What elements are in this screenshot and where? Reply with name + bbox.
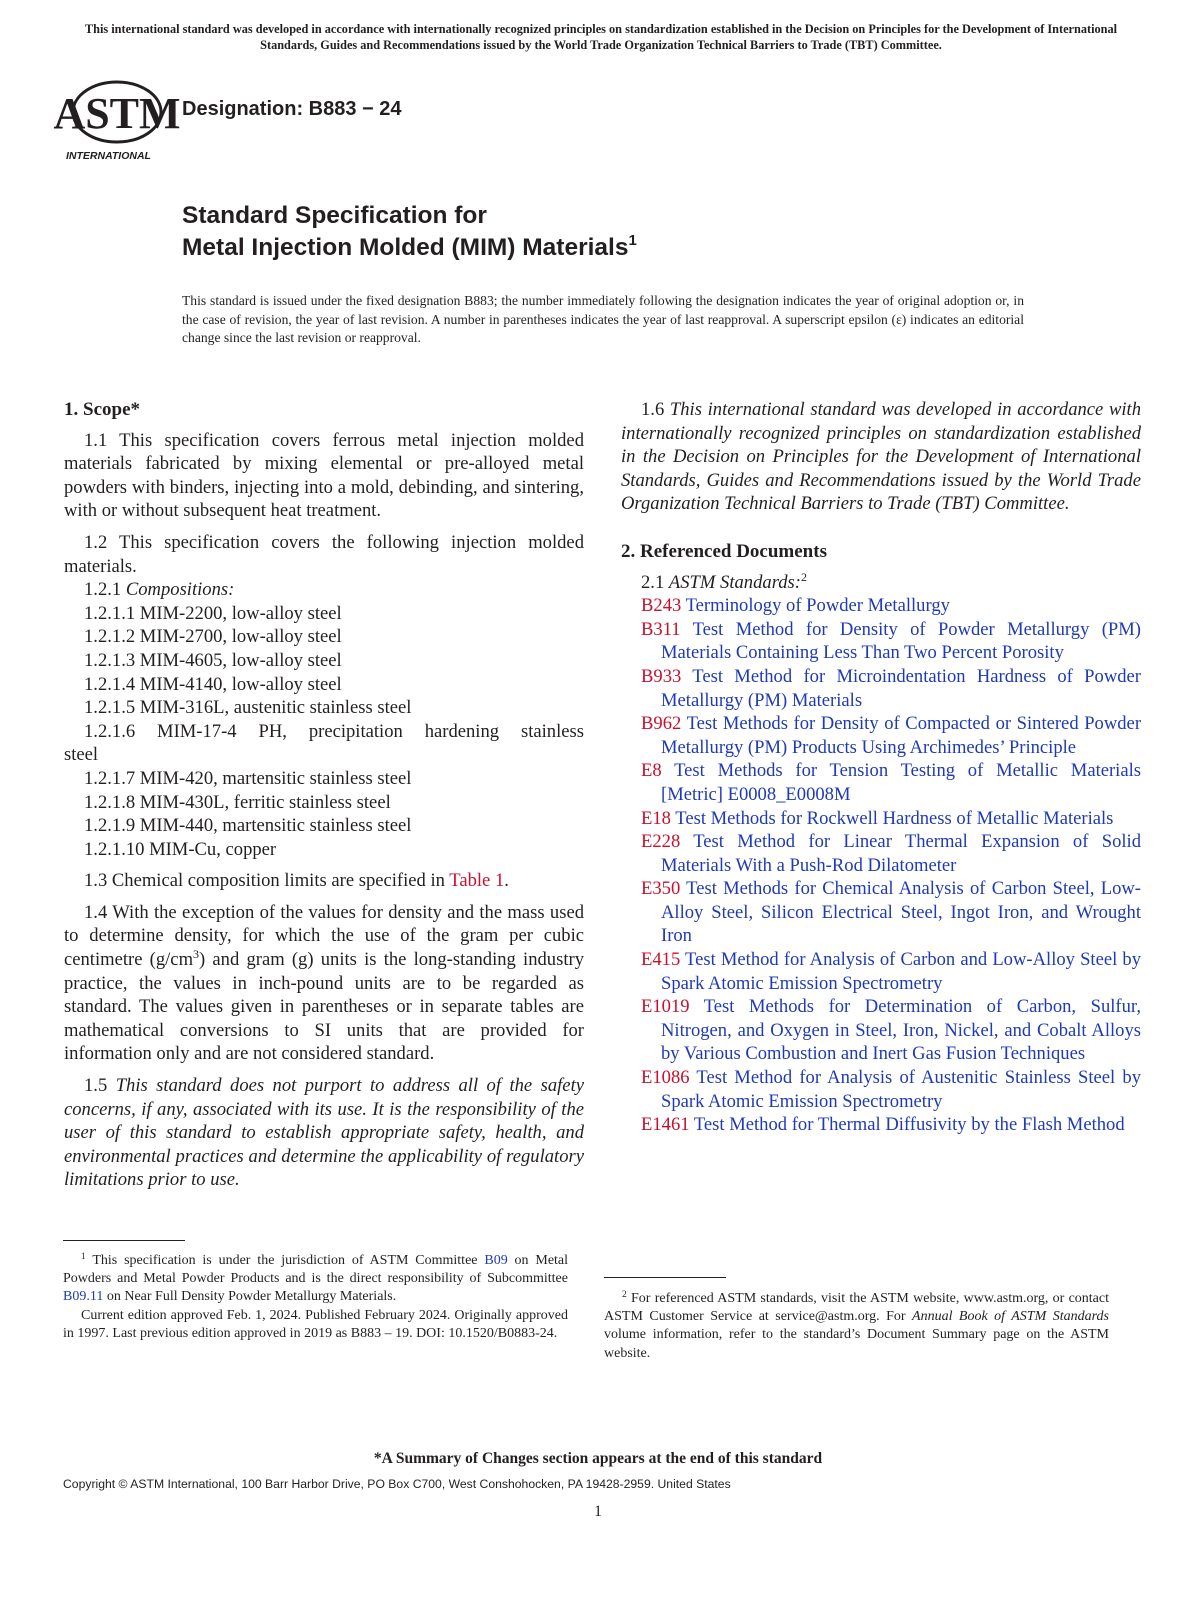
reference-title-link[interactable]: Test Method for Linear Thermal Expansion of Solid Materials With a Push-Rod Dilatometer	[661, 831, 1141, 876]
composition-item: 1.2.1.3 MIM-4605, low-alloy steel	[84, 649, 342, 671]
reference-list	[621, 594, 1141, 1137]
composition-item: 1.2.1.10 MIM-Cu, copper	[84, 838, 277, 860]
title-footnote-marker: 1	[628, 232, 637, 249]
composition-item: 1.2.1.8 MIM-430L, ferritic stainless steel	[84, 791, 391, 813]
reference-item	[621, 759, 1141, 806]
para-2-1: 2.1 ASTM Standards:$^2$	[641, 569, 807, 593]
composition-item: 1.2.1.9 MIM-440, martensitic stainless steel	[84, 815, 412, 837]
reference-title-link[interactable]: Test Methods for Rockwell Hardness of Metallic Materials	[675, 807, 1114, 829]
para-1-5: 1.5 This standard does not purport to address all of the safety concerns, if any, associated with its use. It is the responsibility of the user of this standard to establish appropriate safety, health, and environmental practices and determine the applicability of regulatory limitations prior to use.	[64, 1075, 584, 1191]
svg-text:INTERNATIONAL: INTERNATIONAL	[66, 150, 151, 162]
composition-item-wrap: steel	[64, 744, 99, 766]
left-column	[64, 398, 584, 1200]
reference-title-link[interactable]: Test Methods for Determination of Carbon, Sulfur, Nitrogen, and Oxygen in Steel, Iron, Nickel, and Cobalt Alloys by Various Combustion and Inert Gas Fusion Techniques	[661, 996, 1141, 1065]
composition-item: 1.2.1.5 MIM-316L, austenitic stainless steel	[84, 697, 412, 719]
reference-code-link[interactable]: E350	[641, 878, 681, 900]
footnote-2: $^2$ For referenced ASTM standards, visit the ASTM website, www.astm.org, or contact ASTM Customer Service at service@astm.org. For Annual Book of ASTM Standards volume information, refer to the standard’s Document Summary page on the ASTM website.	[604, 1290, 1109, 1361]
reference-item	[621, 712, 1141, 759]
title-line-2: Metal Injection Molded (MIM) Materials$^1$	[182, 232, 637, 261]
reference-title-link[interactable]: Test Methods for Tension Testing of Metallic Materials [Metric] E0008_E0008M	[661, 760, 1142, 805]
reference-item	[621, 618, 1141, 665]
document-title	[182, 200, 637, 264]
composition-item: 1.2.1.2 MIM-2700, low-alloy steel	[84, 626, 342, 648]
reference-title-link[interactable]: Test Methods for Chemical Analysis of Carbon Steel, Low-Alloy Steel, Silicon Electrical Steel, Ingot Iron, and Wrought Iron	[661, 878, 1142, 947]
para-1-2-1: 1.2.1 Compositions:	[84, 579, 235, 601]
para-1-2: 1.2 This specification covers the following injection molded materials.	[64, 531, 584, 577]
footnote-rule	[604, 1277, 726, 1278]
reference-code-link[interactable]: B311	[641, 618, 681, 640]
reference-item	[621, 1113, 1141, 1137]
reference-title-link[interactable]: Test Method for Analysis of Carbon and Low-Alloy Steel by Spark Atomic Emission Spectrometry	[661, 949, 1141, 994]
reference-item	[621, 948, 1141, 995]
reference-code-link[interactable]: E415	[641, 949, 681, 971]
page-number: 1	[594, 1503, 602, 1520]
referenced-heading: 2. Referenced Documents	[621, 540, 827, 562]
reference-title-link[interactable]: Test Method for Thermal Diffusivity by the Flash Method	[693, 1114, 1125, 1136]
right-column	[621, 398, 1141, 1137]
issued-note: This standard is issued under the fixed designation B883; the number immediately following the designation indicates the year of original adoption or, in the case of revision, the year of last revision. A number in parentheses indicates the year of last reapproval. A superscript epsilon (ε) indicates an editorial change since the last revision or reapproval.	[182, 293, 1024, 345]
reference-item	[621, 1066, 1141, 1113]
reference-item	[621, 830, 1141, 877]
composition-item: 1.2.1.6 MIM-17-4 PH, precipitation hardening stainless	[84, 720, 584, 742]
footnote-1: $^1$ This specification is under the jurisdiction of ASTM Committee B09 on Metal Powders and Metal Powder Products and is the direct responsibility of Subcommittee B09.11 on Near Full Density Powder Metallurgy Materials. Current edition approved Feb. 1, 2024. Published February 2024. Originally approved in 1997. Last previous edition approved in 2019 as B883 – 19. DOI: 10.1520/B0883-24.	[63, 1252, 569, 1341]
astm-logo	[53, 70, 181, 170]
reference-item	[621, 594, 1141, 618]
para-1-1: 1.1 This specification covers ferrous metal injection molded materials fabricated by mixing elemental or pre-alloyed metal powders with binders, injecting into a mold, debinding, and sintering, with or without subsequent heat treatment.	[64, 429, 584, 522]
reference-code-link[interactable]: E1461	[641, 1114, 690, 1136]
para-1-3: 1.3 Chemical composition limits are specified in Table 1.	[84, 870, 509, 892]
header-notice: This international standard was developed in accordance with internationally recognized principles on standardization established in the Decision on Principles for the Development of International Standards, Guides and Recommendations issued by the World Trade Organization Technical Barriers to Trade (TBT) Committee.	[84, 22, 1118, 52]
table-1-link[interactable]: Table 1	[449, 870, 505, 892]
reference-item	[621, 807, 1141, 831]
scope-heading: 1. Scope*	[64, 399, 140, 420]
reference-title-link[interactable]: Terminology of Powder Metallurgy	[685, 595, 950, 617]
composition-item: 1.2.1.1 MIM-2200, low-alloy steel	[84, 602, 342, 624]
reference-title-link[interactable]: Test Methods for Density of Compacted or Sintered Powder Metallurgy (PM) Products Using Archimedes’ Principle	[661, 713, 1142, 758]
reference-code-link[interactable]: E1086	[641, 1067, 690, 1089]
b09-11-link[interactable]: B09.11	[63, 1289, 104, 1305]
footnote-rule	[63, 1240, 185, 1241]
reference-code-link[interactable]: E8	[641, 760, 662, 782]
reference-code-link[interactable]: B243	[641, 595, 682, 617]
reference-title-link[interactable]: Test Method for Density of Powder Metallurgy (PM) Materials Containing Less Than Two Percent Porosity	[661, 618, 1141, 664]
summary-note: *A Summary of Changes section appears at the end of this standard	[373, 1450, 823, 1467]
reference-code-link[interactable]: B962	[641, 713, 682, 735]
designation: Designation: B883 − 24	[182, 98, 402, 120]
reference-item	[621, 665, 1141, 712]
para-1-6: 1.6 This international standard was developed in accordance with internationally recognized principles on standardization established in the Decision on Principles for the Development of International Standards, Guides and Recommendations issued by the World Trade Organization Technical Barriers to Trade (TBT) Committee.	[621, 399, 1141, 515]
reference-item	[621, 995, 1141, 1066]
copyright: Copyright © ASTM International, 100 Barr Harbor Drive, PO Box C700, West Conshohocken, PA 19428-2959. United States	[63, 1477, 731, 1491]
reference-item	[621, 877, 1141, 948]
para-1-4: 1.4 With the exception of the values for density and the mass used to determine density, for which the use of the gram per cubic centimetre $(g/cm^3)$ and gram (g) units is the long-standing industry practice, the values in inch-pound units are to be regarded as standard. The values given in parentheses or in separate tables are mathematical conversions to SI units that are provided for information only and are not considered standard.	[64, 901, 584, 1065]
reference-code-link[interactable]: E1019	[641, 996, 690, 1018]
reference-title-link[interactable]: Test Method for Analysis of Austenitic Stainless Steel by Spark Atomic Emission Spectrometry	[661, 1067, 1141, 1112]
b09-link[interactable]: B09	[484, 1253, 508, 1268]
svg-text:ASTM: ASTM	[53, 89, 181, 138]
title-line-1: Standard Specification for	[182, 202, 487, 229]
reference-code-link[interactable]: E228	[641, 831, 681, 853]
reference-title-link[interactable]: Test Method for Microindentation Hardness of Powder Metallurgy (PM) Materials	[661, 665, 1141, 711]
composition-item: 1.2.1.4 MIM-4140, low-alloy steel	[84, 673, 342, 695]
composition-item: 1.2.1.7 MIM-420, martensitic stainless steel	[84, 767, 412, 789]
reference-code-link[interactable]: B933	[641, 665, 682, 687]
reference-code-link[interactable]: E18	[641, 807, 671, 829]
